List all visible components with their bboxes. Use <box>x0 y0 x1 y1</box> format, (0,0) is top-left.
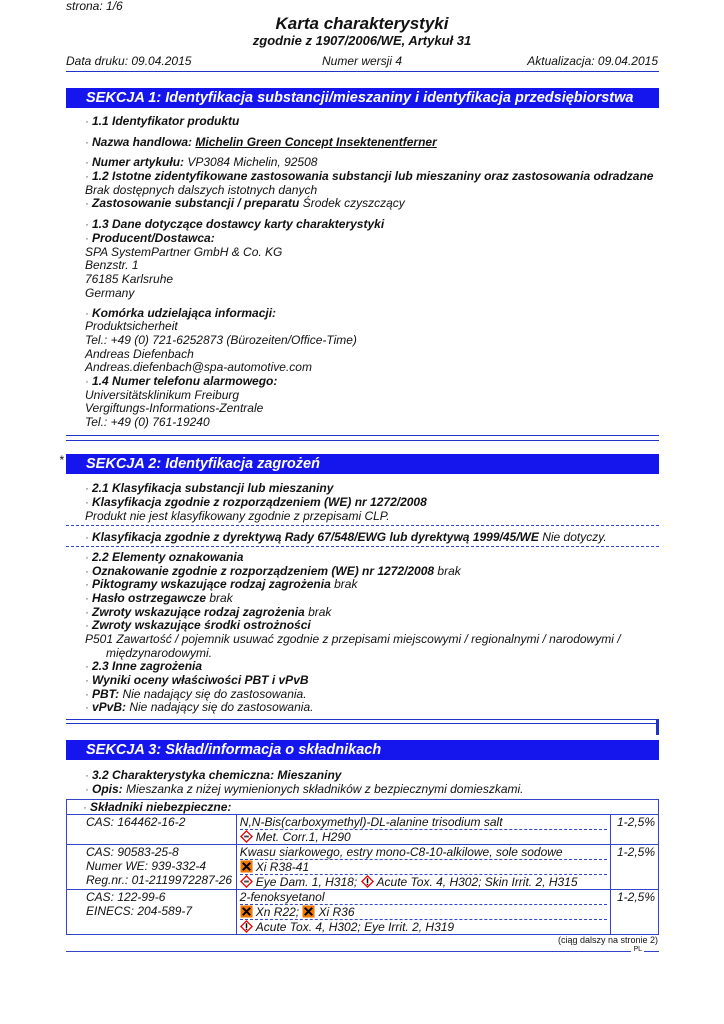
harmful-cross-icon <box>240 905 253 918</box>
s2-divider-2 <box>66 546 659 547</box>
classification: Xn R22; <box>255 905 300 919</box>
classification: Met. Corr.1, H290 <box>255 830 351 844</box>
print-date: Data druku: 09.04.2015 <box>66 54 192 68</box>
s2-other-hazards: · 2.3 Inne zagrożenia <box>85 659 203 673</box>
change-marker: * <box>59 453 64 467</box>
s2-clp-text: Produkt nie jest klasyfikowany zgodnie z przepisami CLP. <box>85 509 390 523</box>
s1-producer-city: 76185 Karlsruhe <box>85 272 174 286</box>
doc-subtitle: zgodnie z 1907/2006/WE, Artykuł 31 <box>252 33 472 48</box>
s1-info-phone: Tel.: +49 (0) 721-6252873 (Bürozeiten/Office-Time) <box>85 333 357 347</box>
classification: Xi R36 <box>318 905 355 919</box>
s1-producer-name: SPA SystemPartner GmbH & Co. KG <box>85 245 283 259</box>
hazardous-components-table <box>66 799 659 935</box>
doc-title: Karta charakterystyki <box>275 14 449 33</box>
concentration: 1-2,5% <box>616 845 655 859</box>
update-date: Aktualizacja: 09.04.2015 <box>527 54 658 68</box>
exclamation-pictogram-icon <box>361 875 374 888</box>
classification: Acute Tox. 4, H302; Eye Irrit. 2, H319 <box>255 920 455 934</box>
s1-info-label: · Komórka udzielająca informacji: <box>85 306 277 320</box>
s3-description: · Opis: Mieszanka z niżej wymienionych składników z bezpiecznymi domieszkami. <box>85 782 524 796</box>
concentration: 1-2,5% <box>616 890 655 904</box>
s3-chem-char: · 3.2 Charakterystyka chemiczna: Mieszaniny <box>85 768 342 782</box>
classification: Xi R38-41 <box>255 860 310 874</box>
s2-directive: · Klasyfikacja zgodnie z dyrektywą Rady 67/548/EWG lub dyrektywą 1999/45/WE Nie dotyczy. <box>85 530 607 544</box>
section-3-header: SEKCJA 3: Skład/informacja o składnikach <box>66 740 659 760</box>
s2-divider-1 <box>66 525 659 526</box>
s1-trade-name: · Nazwa handlowa: Michelin Green Concept Insektenentferner <box>85 135 437 149</box>
component-name: N,N-Bis(carboxymethyl)-DL-alanine trisodium salt <box>239 815 503 829</box>
s2-labelling: · Oznakowanie zgodnie z rozporządzeniem (WE) nr 1272/2008 brak <box>85 564 461 578</box>
classification: Eye Dam. 1, H318; <box>255 875 358 889</box>
s1-producer-street: Benzstr. 1 <box>85 258 139 272</box>
s2-hazard-statements: · Zwroty wskazujące rodzaj zagrożenia brak <box>85 605 332 619</box>
s1-product-identifier: · 1.1 Identyfikator produktu <box>85 114 240 128</box>
version-number: Numer wersji 4 <box>322 54 403 68</box>
irritant-cross-icon <box>240 860 253 873</box>
s1-uses-text: Brak dostępnych dalszych istotnych danych <box>85 183 318 197</box>
s1-uses: · 1.2 Istotne zidentyfikowane zastosowania substancji lub mieszaniny oraz zastosowania odradzane <box>85 169 654 183</box>
component-name: 2-fenoksyetanol <box>239 890 325 904</box>
reg-number: Reg.nr.: 01-2119972287-26 <box>86 873 233 887</box>
s1-emergency-center: Vergiftungs-Informations-Zentrale <box>85 401 264 415</box>
irritant-cross-icon <box>302 905 315 918</box>
section-2-rule <box>66 719 659 720</box>
s1-supplier-details: · 1.3 Dane dotyczące dostawcy karty charakterystyki <box>85 217 385 231</box>
ec-number: Numer WE: 939-332-4 <box>86 859 207 873</box>
s1-emergency-label: · 1.4 Numer telefonu alarmowego: <box>85 374 278 388</box>
s1-info-contact: Andreas Diefenbach <box>85 347 194 361</box>
page-number: strona: 1/6 <box>66 0 123 13</box>
s2-signal-word: · Hasło ostrzegawcze brak <box>85 591 233 605</box>
cas-id: CAS: 90583-25-8 <box>86 845 179 859</box>
s2-pbt-heading: · Wyniki oceny właściwości PBT i vPvB <box>85 673 309 687</box>
s2-clp-classification: · Klasyfikacja zgodnie z rozporządzeniem (WE) nr 1272/2008 <box>85 495 427 509</box>
language-code: PL <box>633 946 642 953</box>
corrosive-pictogram-icon <box>240 830 253 843</box>
header-rule <box>66 71 659 72</box>
s2-p501: P501 Zawartość / pojemnik usuwać zgodnie z przepisami miejscowymi / regionalnymi / narodowymi / <box>85 632 621 646</box>
s1-article-number: · Numer artykułu: VP3084 Michelin, 92508 <box>85 155 318 169</box>
s2-label-elements: · 2.2 Elementy oznakowania <box>85 550 244 564</box>
section-2-rule-2 <box>66 723 659 724</box>
component-name: Kwasu siarkowego, estry mono-C8-10-alkilowe, sole sodowe <box>239 845 563 859</box>
classification: Acute Tox. 4, H302; Skin Irrit. 2, H315 <box>376 875 578 889</box>
s1-info-dept: Produktsicherheit <box>85 319 178 333</box>
s2-vpvb: · vPvB: Nie nadający się do zastosowania. <box>85 700 314 714</box>
s1-producer-label: · Producent/Dostawca: <box>85 231 215 245</box>
section-1-header: SEKCJA 1: Identyfikacja substancji/mieszaniny i identyfikacja przedsiębiorstwa <box>66 88 659 108</box>
s2-pbt: · PBT: Nie nadający się do zastosowania. <box>85 687 307 701</box>
footer-rule <box>66 951 659 952</box>
s2-right-bar <box>656 719 659 735</box>
section-2-header: SEKCJA 2: Identyfikacja zagrożeń <box>66 454 659 474</box>
s1-emergency-phone: Tel.: +49 (0) 761-19240 <box>85 415 210 429</box>
s2-precaution-label: · Zwroty wskazujące środki ostrożności <box>85 618 311 632</box>
einecs-number: EINECS: 204-589-7 <box>86 904 193 918</box>
table-row <box>67 815 659 845</box>
s2-classification: · 2.1 Klasyfikacja substancji lub mieszaniny <box>85 481 334 495</box>
cas-id: CAS: 122-99-6 <box>86 890 166 904</box>
cas-id: CAS: 164462-16-2 <box>86 815 186 829</box>
table-title-row: · Składniki niebezpieczne: <box>67 800 659 815</box>
s1-substance-use: · Zastosowanie substancji / preparatu Środek czyszczący <box>85 196 405 210</box>
s2-pictograms: · Piktogramy wskazujące rodzaj zagrożenia brak <box>85 577 358 591</box>
table-row <box>67 845 659 890</box>
exclamation-pictogram-icon <box>240 920 253 933</box>
continued-note: (ciąg dalszy na stronie 2) <box>557 935 658 945</box>
s1-producer-country: Germany <box>85 286 135 300</box>
concentration: 1-2,5% <box>616 815 655 829</box>
s1-emergency-org: Universitätsklinikum Freiburg <box>85 388 240 402</box>
section-1-rule-2 <box>66 440 659 441</box>
table-row <box>67 890 659 935</box>
s1-info-email[interactable]: Andreas.diefenbach@spa-automotive.com <box>85 360 312 374</box>
corrosive-pictogram-icon <box>240 875 253 888</box>
section-1-rule <box>66 435 659 436</box>
s2-p501-cont: międzynarodowymi. <box>106 646 213 660</box>
